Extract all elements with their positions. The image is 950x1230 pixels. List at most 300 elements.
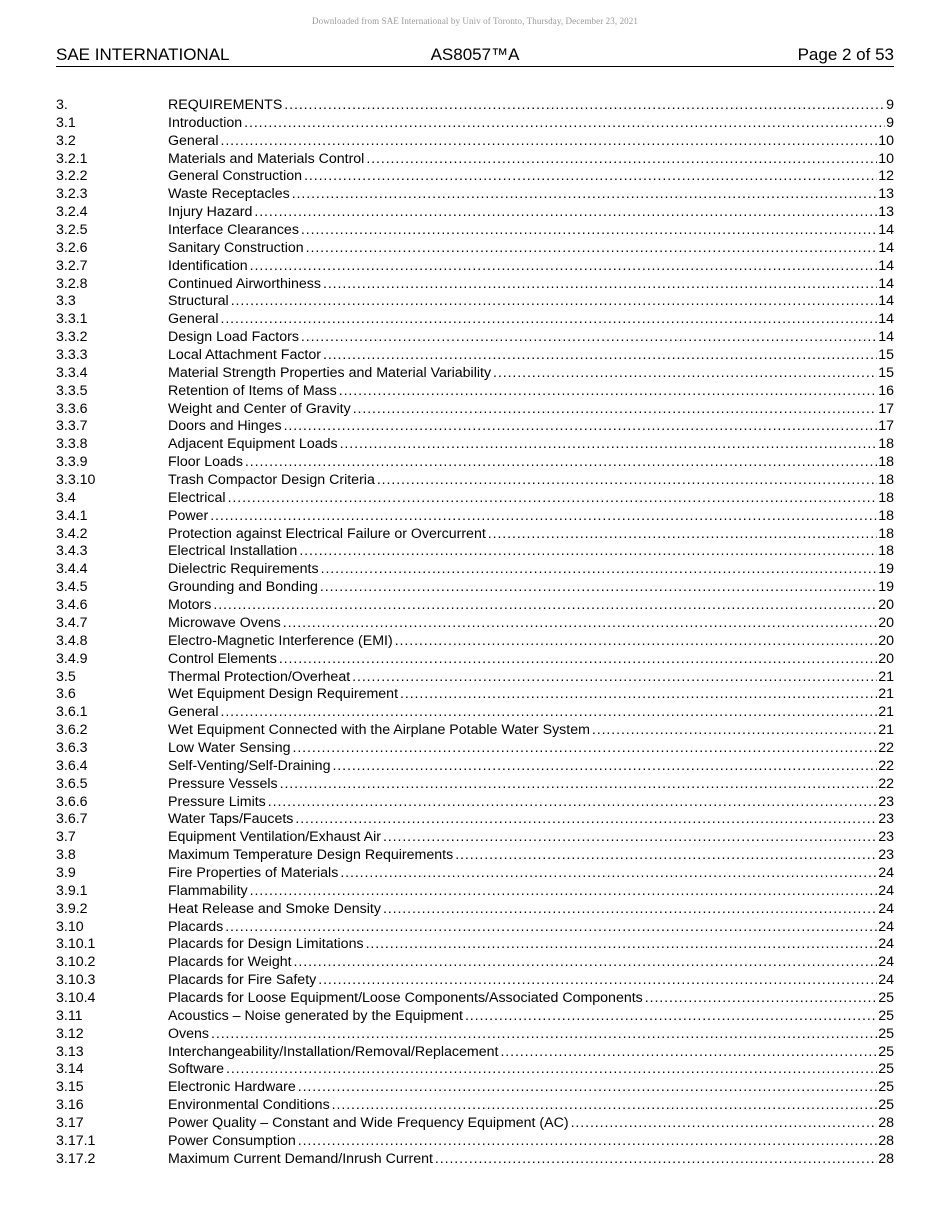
toc-row[interactable] (56, 276, 894, 294)
toc-row[interactable] (56, 490, 894, 508)
toc-row[interactable] (56, 258, 894, 276)
toc-section-number: 3.9.2 (56, 900, 88, 917)
toc-section-number: 3.4.8 (56, 632, 88, 649)
toc-section-title: Wet Equipment Design Requirement (168, 686, 399, 703)
toc-section-title: Power (168, 507, 209, 524)
toc-section-title: Waste Receptacles (168, 186, 290, 203)
toc-dot-leader (284, 418, 878, 436)
toc-dot-leader (340, 436, 878, 454)
toc-entry (168, 151, 894, 169)
toc-dot-leader (500, 1044, 877, 1062)
toc-section-title: Power Quality – Constant and Wide Frequency Equipment (AC) (168, 1114, 569, 1131)
toc-entry (168, 1151, 894, 1169)
toc-section-title: Placards for Weight (168, 954, 292, 971)
toc-row[interactable] (56, 1097, 894, 1115)
toc-row[interactable] (56, 954, 894, 972)
toc-page-number: 18 (878, 454, 894, 471)
toc-entry (168, 418, 894, 436)
toc-entry (168, 401, 894, 419)
toc-page-number: 23 (878, 793, 894, 810)
page-header (56, 44, 894, 67)
toc-page-number: 23 (878, 847, 894, 864)
toc-section-title: Environmental Conditions (168, 1097, 330, 1114)
toc-section-title: Electro-Magnetic Interference (EMI) (168, 632, 393, 649)
toc-dot-leader (226, 1061, 877, 1079)
toc-row[interactable] (56, 597, 894, 615)
toc-dot-leader (254, 204, 877, 222)
toc-row[interactable] (56, 776, 894, 794)
toc-row[interactable] (56, 615, 894, 633)
toc-page-number: 23 (878, 829, 894, 846)
toc-page-number: 28 (878, 1114, 894, 1131)
toc-section-number: 3.4.9 (56, 650, 88, 667)
toc-entry (168, 222, 894, 240)
toc-section-title: Acoustics – Noise generated by the Equipment (168, 1007, 463, 1024)
toc-section-number: 3.16 (56, 1097, 84, 1114)
toc-page-number: 14 (878, 222, 894, 239)
toc-entry (168, 436, 894, 454)
toc-entry (168, 168, 894, 186)
toc-row[interactable] (56, 651, 894, 669)
toc-dot-leader (571, 1115, 878, 1133)
toc-entry (168, 347, 894, 365)
toc-section-number: 3.6.7 (56, 811, 88, 828)
toc-dot-leader (332, 758, 877, 776)
toc-section-number: 3.10.2 (56, 954, 96, 971)
toc-page-number: 10 (878, 150, 894, 167)
toc-section-title: Materials and Materials Control (168, 150, 365, 167)
toc-section-number: 3.17.1 (56, 1132, 96, 1149)
toc-page-number: 28 (878, 1150, 894, 1167)
toc-row[interactable] (56, 383, 894, 401)
toc-page-number: 12 (878, 168, 894, 185)
toc-page-number: 22 (878, 739, 894, 756)
toc-row[interactable] (56, 508, 894, 526)
toc-dot-leader (353, 401, 878, 419)
toc-row[interactable] (56, 740, 894, 758)
toc-page-number: 24 (878, 936, 894, 953)
toc-section-title: Grounding and Bonding (168, 579, 318, 596)
toc-entry (168, 615, 894, 633)
toc-entry (168, 454, 894, 472)
toc-entry (168, 472, 894, 490)
toc-section-number: 3.6.5 (56, 775, 88, 792)
toc-row[interactable] (56, 1151, 894, 1169)
toc-row[interactable] (56, 186, 894, 204)
toc-row[interactable] (56, 526, 894, 544)
toc-dot-leader (295, 811, 877, 829)
toc-section-number: 3.3.1 (56, 311, 88, 328)
toc-section-number: 3.2.1 (56, 150, 88, 167)
toc-section-number: 3.2.6 (56, 239, 88, 256)
toc-dot-leader (280, 776, 878, 794)
toc-page-number: 14 (878, 275, 894, 292)
header-organization: SAE INTERNATIONAL (56, 45, 230, 64)
toc-entry (168, 543, 894, 561)
toc-entry (168, 561, 894, 579)
toc-dot-leader (298, 1133, 877, 1151)
toc-page-number: 25 (878, 1079, 894, 1096)
toc-row[interactable] (56, 811, 894, 829)
toc-entry (168, 133, 894, 151)
toc-section-title: Local Attachment Factor (168, 347, 321, 364)
toc-section-number: 3.2.2 (56, 168, 88, 185)
toc-row[interactable] (56, 883, 894, 901)
toc-section-number: 3.4.2 (56, 525, 88, 542)
toc-section-number: 3.3.3 (56, 347, 88, 364)
toc-page-number: 17 (878, 418, 894, 435)
toc-dot-leader (294, 954, 878, 972)
toc-section-title: Retention of Items of Mass (168, 382, 337, 399)
toc-section-title: Self-Venting/Self-Draining (168, 757, 331, 774)
toc-entry (168, 722, 894, 740)
toc-section-number: 3.7 (56, 829, 76, 846)
toc-row[interactable] (56, 758, 894, 776)
toc-dot-leader (220, 133, 877, 151)
toc-dot-leader (383, 901, 877, 919)
toc-section-number: 3.4.4 (56, 561, 88, 578)
toc-section-number: 3.4.6 (56, 597, 88, 614)
toc-page-number: 28 (878, 1132, 894, 1149)
toc-entry (168, 758, 894, 776)
toc-entry (168, 240, 894, 258)
toc-section-title: Sanitary Construction (168, 239, 304, 256)
toc-row[interactable] (56, 418, 894, 436)
toc-section-number: 3. (56, 97, 68, 113)
toc-section-number: 3.13 (56, 1043, 84, 1060)
toc-row[interactable] (56, 329, 894, 347)
toc-dot-leader (284, 97, 885, 115)
toc-section-title: Motors (168, 597, 212, 614)
toc-section-number: 3.12 (56, 1025, 84, 1042)
toc-section-title: Placards (168, 918, 224, 935)
toc-section-title: Low Water Sensing (168, 739, 291, 756)
toc-row[interactable] (56, 293, 894, 311)
toc-row[interactable] (56, 436, 894, 454)
toc-dot-leader (321, 561, 878, 579)
toc-section-title: Interface Clearances (168, 222, 299, 239)
toc-entry (168, 329, 894, 347)
toc-entry (168, 776, 894, 794)
toc-entry (168, 865, 894, 883)
toc-entry (168, 919, 894, 937)
toc-section-title: Pressure Vessels (168, 775, 278, 792)
toc-dot-leader (225, 919, 877, 937)
toc-row[interactable] (56, 133, 894, 151)
toc-page-number: 18 (878, 507, 894, 524)
toc-section-title: Heat Release and Smoke Density (168, 900, 381, 917)
toc-page-number: 21 (878, 704, 894, 721)
toc-entry (168, 276, 894, 294)
toc-section-title: REQUIREMENTS (168, 97, 283, 113)
toc-section-title: General (168, 704, 219, 721)
toc-entry (168, 936, 894, 954)
toc-page-number: 21 (878, 686, 894, 703)
toc-section-title: Placards for Design Limitations (168, 936, 364, 953)
toc-section-title: Maximum Current Demand/Inrush Current (168, 1150, 433, 1167)
toc-section-number: 3.3 (56, 293, 76, 310)
toc-dot-leader (455, 847, 877, 865)
toc-section-number: 3.2 (56, 132, 76, 149)
toc-section-title: Software (168, 1061, 224, 1078)
toc-page-number: 14 (878, 239, 894, 256)
toc-page-number: 14 (878, 293, 894, 310)
toc-page-number: 13 (878, 204, 894, 221)
toc-row[interactable] (56, 1115, 894, 1133)
toc-section-title: Pressure Limits (168, 793, 266, 810)
toc-entry (168, 686, 894, 704)
toc-section-number: 3.5 (56, 668, 76, 685)
toc-row[interactable] (56, 561, 894, 579)
toc-dot-leader (293, 740, 878, 758)
toc-entry (168, 1026, 894, 1044)
toc-page-number: 25 (878, 1097, 894, 1114)
toc-section-number: 3.17.2 (56, 1150, 96, 1167)
toc-section-title: Placards for Fire Safety (168, 972, 317, 989)
toc-page-number: 15 (878, 364, 894, 381)
toc-dot-leader (250, 258, 878, 276)
toc-section-number: 3.6.3 (56, 739, 88, 756)
toc-page-number: 25 (878, 989, 894, 1006)
toc-row[interactable] (56, 794, 894, 812)
toc-dot-leader (268, 794, 877, 812)
toc-dot-leader (493, 365, 877, 383)
toc-section-title: Trash Compactor Design Criteria (168, 472, 375, 489)
toc-entry (168, 508, 894, 526)
toc-page-number: 25 (878, 1007, 894, 1024)
toc-dot-leader (323, 347, 877, 365)
toc-section-number: 3.2.5 (56, 222, 88, 239)
toc-section-title: Electrical (168, 489, 226, 506)
toc-page-number: 20 (878, 650, 894, 667)
toc-section-number: 3.6 (56, 686, 76, 703)
toc-row[interactable] (56, 633, 894, 651)
toc-row[interactable] (56, 1079, 894, 1097)
toc-entry (168, 847, 894, 865)
toc-entry (168, 990, 894, 1008)
toc-dot-leader (250, 883, 878, 901)
toc-section-title: Thermal Protection/Overheat (168, 668, 351, 685)
toc-dot-leader (320, 579, 877, 597)
toc-dot-leader (366, 936, 878, 954)
toc-section-number: 3.4.7 (56, 614, 88, 631)
toc-section-title: Water Taps/Faucets (168, 811, 294, 828)
toc-entry (168, 97, 894, 115)
toc-section-number: 3.3.2 (56, 329, 88, 346)
toc-section-title: Floor Loads (168, 454, 243, 471)
toc-section-title: Equipment Ventilation/Exhaust Air (168, 829, 381, 846)
toc-section-number: 3.10 (56, 918, 84, 935)
toc-section-title: Injury Hazard (168, 204, 253, 221)
toc-row[interactable] (56, 365, 894, 383)
toc-dot-leader (231, 293, 878, 311)
toc-section-number: 3.6.1 (56, 704, 88, 721)
toc-entry (168, 383, 894, 401)
toc-dot-leader (228, 490, 878, 508)
toc-row[interactable] (56, 401, 894, 419)
toc-entry (168, 829, 894, 847)
toc-row[interactable] (56, 168, 894, 186)
toc-page-number: 18 (878, 436, 894, 453)
toc-section-title: Protection against Electrical Failure or Overcurrent (168, 525, 486, 542)
toc-row[interactable] (56, 722, 894, 740)
toc-row[interactable] (56, 972, 894, 990)
toc-entry (168, 651, 894, 669)
toc-dot-leader (301, 329, 877, 347)
toc-row[interactable] (56, 579, 894, 597)
toc-section-title: Control Elements (168, 650, 277, 667)
toc-row[interactable] (56, 115, 894, 133)
toc-row[interactable] (56, 240, 894, 258)
toc-section-title: Doors and Hinges (168, 418, 282, 435)
toc-page-number: 24 (878, 882, 894, 899)
toc-entry (168, 526, 894, 544)
toc-page-number: 24 (878, 918, 894, 935)
toc-section-title: Continued Airworthiness (168, 275, 321, 292)
toc-section-number: 3.3.10 (56, 472, 96, 489)
toc-section-number: 3.3.9 (56, 454, 88, 471)
toc-page-number: 17 (878, 400, 894, 417)
toc-dot-leader (283, 615, 877, 633)
toc-entry (168, 954, 894, 972)
toc-dot-leader (220, 311, 877, 329)
toc-row[interactable] (56, 1044, 894, 1062)
toc-entry (168, 1079, 894, 1097)
toc-entry (168, 311, 894, 329)
toc-row[interactable] (56, 704, 894, 722)
toc-dot-leader (211, 1026, 877, 1044)
toc-section-title: Power Consumption (168, 1132, 296, 1149)
toc-row[interactable] (56, 686, 894, 704)
toc-section-number: 3.2.7 (56, 257, 88, 274)
toc-entry (168, 490, 894, 508)
toc-page-number: 18 (878, 489, 894, 506)
toc-row[interactable] (56, 222, 894, 240)
toc-entry (168, 883, 894, 901)
toc-entry (168, 115, 894, 133)
toc-entry (168, 1008, 894, 1026)
toc-section-title: General (168, 311, 219, 328)
toc-dot-leader (318, 972, 877, 990)
toc-section-title: Electronic Hardware (168, 1079, 296, 1096)
toc-dot-leader (301, 222, 877, 240)
toc-row[interactable] (56, 936, 894, 954)
toc-section-title: General (168, 132, 219, 149)
toc-entry (168, 794, 894, 812)
toc-row[interactable] (56, 901, 894, 919)
toc-page-number: 10 (878, 132, 894, 149)
toc-row[interactable] (56, 669, 894, 687)
toc-row[interactable] (56, 1008, 894, 1026)
toc-page-number: 24 (878, 900, 894, 917)
toc-section-title: Structural (168, 293, 229, 310)
toc-row[interactable] (56, 1061, 894, 1079)
toc-page-number: 19 (878, 579, 894, 596)
toc-section-title: Ovens (168, 1025, 210, 1042)
toc-section-number: 3.4.1 (56, 507, 88, 524)
toc-section-title: Identification (168, 257, 248, 274)
toc-dot-leader (435, 1151, 877, 1169)
toc-row[interactable] (56, 311, 894, 329)
toc-row[interactable] (56, 97, 894, 115)
toc-page-number: 16 (878, 382, 894, 399)
toc-entry (168, 1061, 894, 1079)
toc-page-number: 24 (878, 864, 894, 881)
toc-section-title: Design Load Factors (168, 329, 299, 346)
toc-section-title: Introduction (168, 114, 243, 131)
toc-section-number: 3.11 (56, 1007, 83, 1024)
toc-row[interactable] (56, 454, 894, 472)
toc-row[interactable] (56, 1133, 894, 1151)
toc-dot-leader (298, 1079, 877, 1097)
toc-row[interactable] (56, 151, 894, 169)
table-of-contents (56, 97, 894, 1169)
toc-entry (168, 365, 894, 383)
toc-section-number: 3.2.8 (56, 275, 88, 292)
toc-dot-leader (306, 240, 878, 258)
toc-page-number: 25 (878, 1061, 894, 1078)
toc-page-number: 20 (878, 597, 894, 614)
toc-row[interactable] (56, 829, 894, 847)
toc-entry (168, 1097, 894, 1115)
toc-row[interactable] (56, 919, 894, 937)
header-page-number: Page 2 of 53 (797, 45, 894, 64)
toc-dot-leader (339, 383, 877, 401)
toc-section-number: 3.3.5 (56, 382, 88, 399)
toc-page-number: 20 (878, 632, 894, 649)
toc-dot-leader (245, 454, 877, 472)
download-watermark: Downloaded from SAE International by Univ of Toronto, Thursday, December 23, 2021 (312, 16, 638, 26)
toc-dot-leader (213, 597, 877, 615)
toc-page-number: 9 (886, 97, 894, 113)
header-document-id: AS8057™A (430, 45, 520, 64)
toc-row[interactable] (56, 543, 894, 561)
toc-section-number: 3.9 (56, 864, 76, 881)
toc-page-number: 18 (878, 472, 894, 489)
toc-entry (168, 293, 894, 311)
toc-section-title: Material Strength Properties and Material Variability (168, 364, 492, 381)
toc-dot-leader (366, 151, 877, 169)
toc-section-number: 3.15 (56, 1079, 84, 1096)
toc-entry (168, 579, 894, 597)
toc-section-number: 3.4 (56, 489, 76, 506)
toc-dot-leader (395, 633, 878, 651)
toc-page-number: 13 (878, 186, 894, 203)
toc-dot-leader (299, 543, 877, 561)
toc-dot-leader (304, 168, 877, 186)
toc-row[interactable] (56, 472, 894, 490)
toc-section-number: 3.17 (56, 1114, 84, 1131)
toc-row[interactable] (56, 1026, 894, 1044)
toc-section-title: Adjacent Equipment Loads (168, 436, 338, 453)
toc-row[interactable] (56, 865, 894, 883)
toc-section-number: 3.2.3 (56, 186, 88, 203)
toc-page-number: 18 (878, 543, 894, 560)
toc-entry (168, 811, 894, 829)
toc-section-number: 3.3.8 (56, 436, 88, 453)
toc-row[interactable] (56, 347, 894, 365)
toc-row[interactable] (56, 990, 894, 1008)
toc-row[interactable] (56, 847, 894, 865)
toc-row[interactable] (56, 204, 894, 222)
toc-section-title: Weight and Center of Gravity (168, 400, 351, 417)
toc-page-number: 21 (878, 668, 894, 685)
toc-section-number: 3.3.7 (56, 418, 88, 435)
toc-dot-leader (340, 865, 877, 883)
toc-dot-leader (244, 115, 885, 133)
toc-dot-leader (592, 722, 877, 740)
toc-entry (168, 1044, 894, 1062)
